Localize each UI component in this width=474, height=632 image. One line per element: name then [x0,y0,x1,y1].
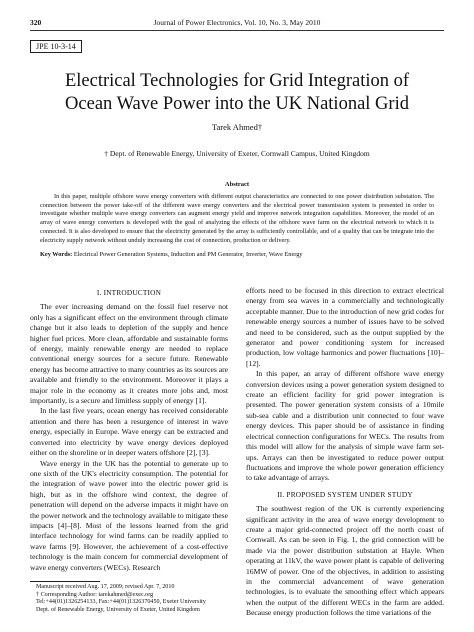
footnote-line: Dept. of Renewable Energy, University of Exeter, United Kingdom [36,607,200,614]
page-number: 320 [30,18,42,27]
footnote-line: Tel:+44(01)1326254133, Fax:+44(01)1326370450, Exeter University [36,599,206,606]
body-paragraph: The southwest region of the UK is currently experiencing significant activity in the area of wave energy development to create a major grid-connected project off the north coast of Cornwall. As can be seen in Fig. 1, the grid connection will be made via the power distribution substation at Hayle. When operating at 11kV, the wave power plant is capable of delivering 16MW of power. One of the objectives, in addition to assisting in the commercial advancement of wave generation technologies, is to evaluate the smoothing effect which appears when the output of the different WECs in the farm are added. Because energy production follows the time variations of the [246,504,444,618]
keywords-label: Key Words: [40,251,73,258]
keywords [40,251,434,260]
section-heading-introduction: I. INTRODUCTION [96,288,162,297]
footnote-rule [30,581,100,582]
right-column [246,286,444,619]
title-line-2: Ocean Wave Power into the UK National Grid [65,94,409,114]
footnote-line: Manuscript received Aug. 17, 2009; revised Apr. 7, 2010 [36,584,175,590]
intro-paragraph-3: Wave energy in the UK has the potential to generate up to one sixth of the UK's electricity consumption. The potential for the integration of wave power into the electric power grid is high, but as in the offshore wind context, the degree of penetration will depend on the adverse impacts it might have on the power network and the technology available to mitigate these impacts [4]–[8]. Most of the lessons learned from the grid interface technology for wind farms can be readily applied to wave farms [9]. However, the achievement of a cost-effective technology is the main concern for commercial development of wave energy converters (WECs). Research [30,458,229,572]
left-column [30,288,228,573]
footnote-line: † Corresponding Author: tarekahmed@exec.org [36,591,154,598]
affiliation: † Dept. of Renewable Energy, University of Exeter, Cornwall Campus, United Kingdom [104,149,370,158]
abstract-heading: Abstract [224,181,250,188]
abstract-text: In this paper, multiple offshore wave energy converters with different output characteristics are connected to one power distribution substation. The connection between the power take-off of the different wave energy converters and the electrical power transmission system is presented in order to investigate whether multiple wave energy converters can augment energy yield and improve network integration capabilities. Moreover, the model of an array of wave energy converters is developed with the goal of analyzing the effects of the offshore wave farm on the electrical network to which it is connected. It is also developed to ensure that the electricity generated by the array is sufficiently controllable, and of a quality that can be integrate into the electricity supply network without unduly increasing the cost of connection, production or delivery. [40,193,434,244]
intro-paragraph-2: In the last five years, ocean energy has received considerable attention and there has been a resurgence of interest in wave energy, especially in Europe. Wave energy can be extracted and converted into electricity by wave energy devices deployed either on the shoreline or in deeper waters offshore [2], [3]. [30,406,228,458]
intro-paragraph-1: The ever increasing demand on the fossil fuel reserve not only has a significant effect on the environment through climate change but it also leads to depletion of the supply and hence higher fuel prices. More clean, affordable and sustainable forms of energy, mainly renewable energy are needed to replace conventional energy sources for a secure future. Renewable energy has become attractive to many countries as its sources are available and friendly to the environment. Moreover it plays a major role in the economy as it creates more jobs and, most importantly, is a secure and limitless supply of energy [1]. [30,302,228,406]
journal-citation: Journal of Power Electronics, Vol. 10, No. 3, May 2010 [153,18,321,27]
body-paragraph: In this paper, an array of different offshore wave energy conversion devices using a power generation system designed to create an efficient facility for grid power integration is presented. The power generation system consists of a 10mile sub-sea cable and a distribution unit connected to four wave energy devices. This paper should be of assistance in finding electrical connection configurations for WECs. The results from this model will allow for the analysis of simple wave farm set-ups. Arrays can then be investigated to reduce power output fluctuations and improve the whole power generation efficiency to take advantage of arrays. [246,369,444,483]
paper-title [0,70,474,116]
author: Tarek Ahmed† [211,122,263,132]
continued-paragraph: efforts need to be focused in this direction to extract electrical energy from sea waves in a commercially and technologically acceptable manner. Due to the introduction of new grid codes for renewable energy sources a number of issues have to be solved and need to be considered, such as the output supplied by the generator and power conditioning system for increased production, low voltage harmonics and power fluctuations [10]–[12]. [246,286,444,368]
section-heading-proposed-system: II. PROPOSED SYSTEM UNDER STUDY [277,489,413,499]
footnote [30,581,228,615]
paper-id-box: JPE 10-3-14 [30,40,82,53]
title-line-1: Electrical Technologies for Grid Integration of [64,71,410,91]
keywords-text: Electrical Power Generation Systems, Induction and PM Generator, Inverter, Wave Energy [73,251,303,258]
header-rule [30,30,444,31]
